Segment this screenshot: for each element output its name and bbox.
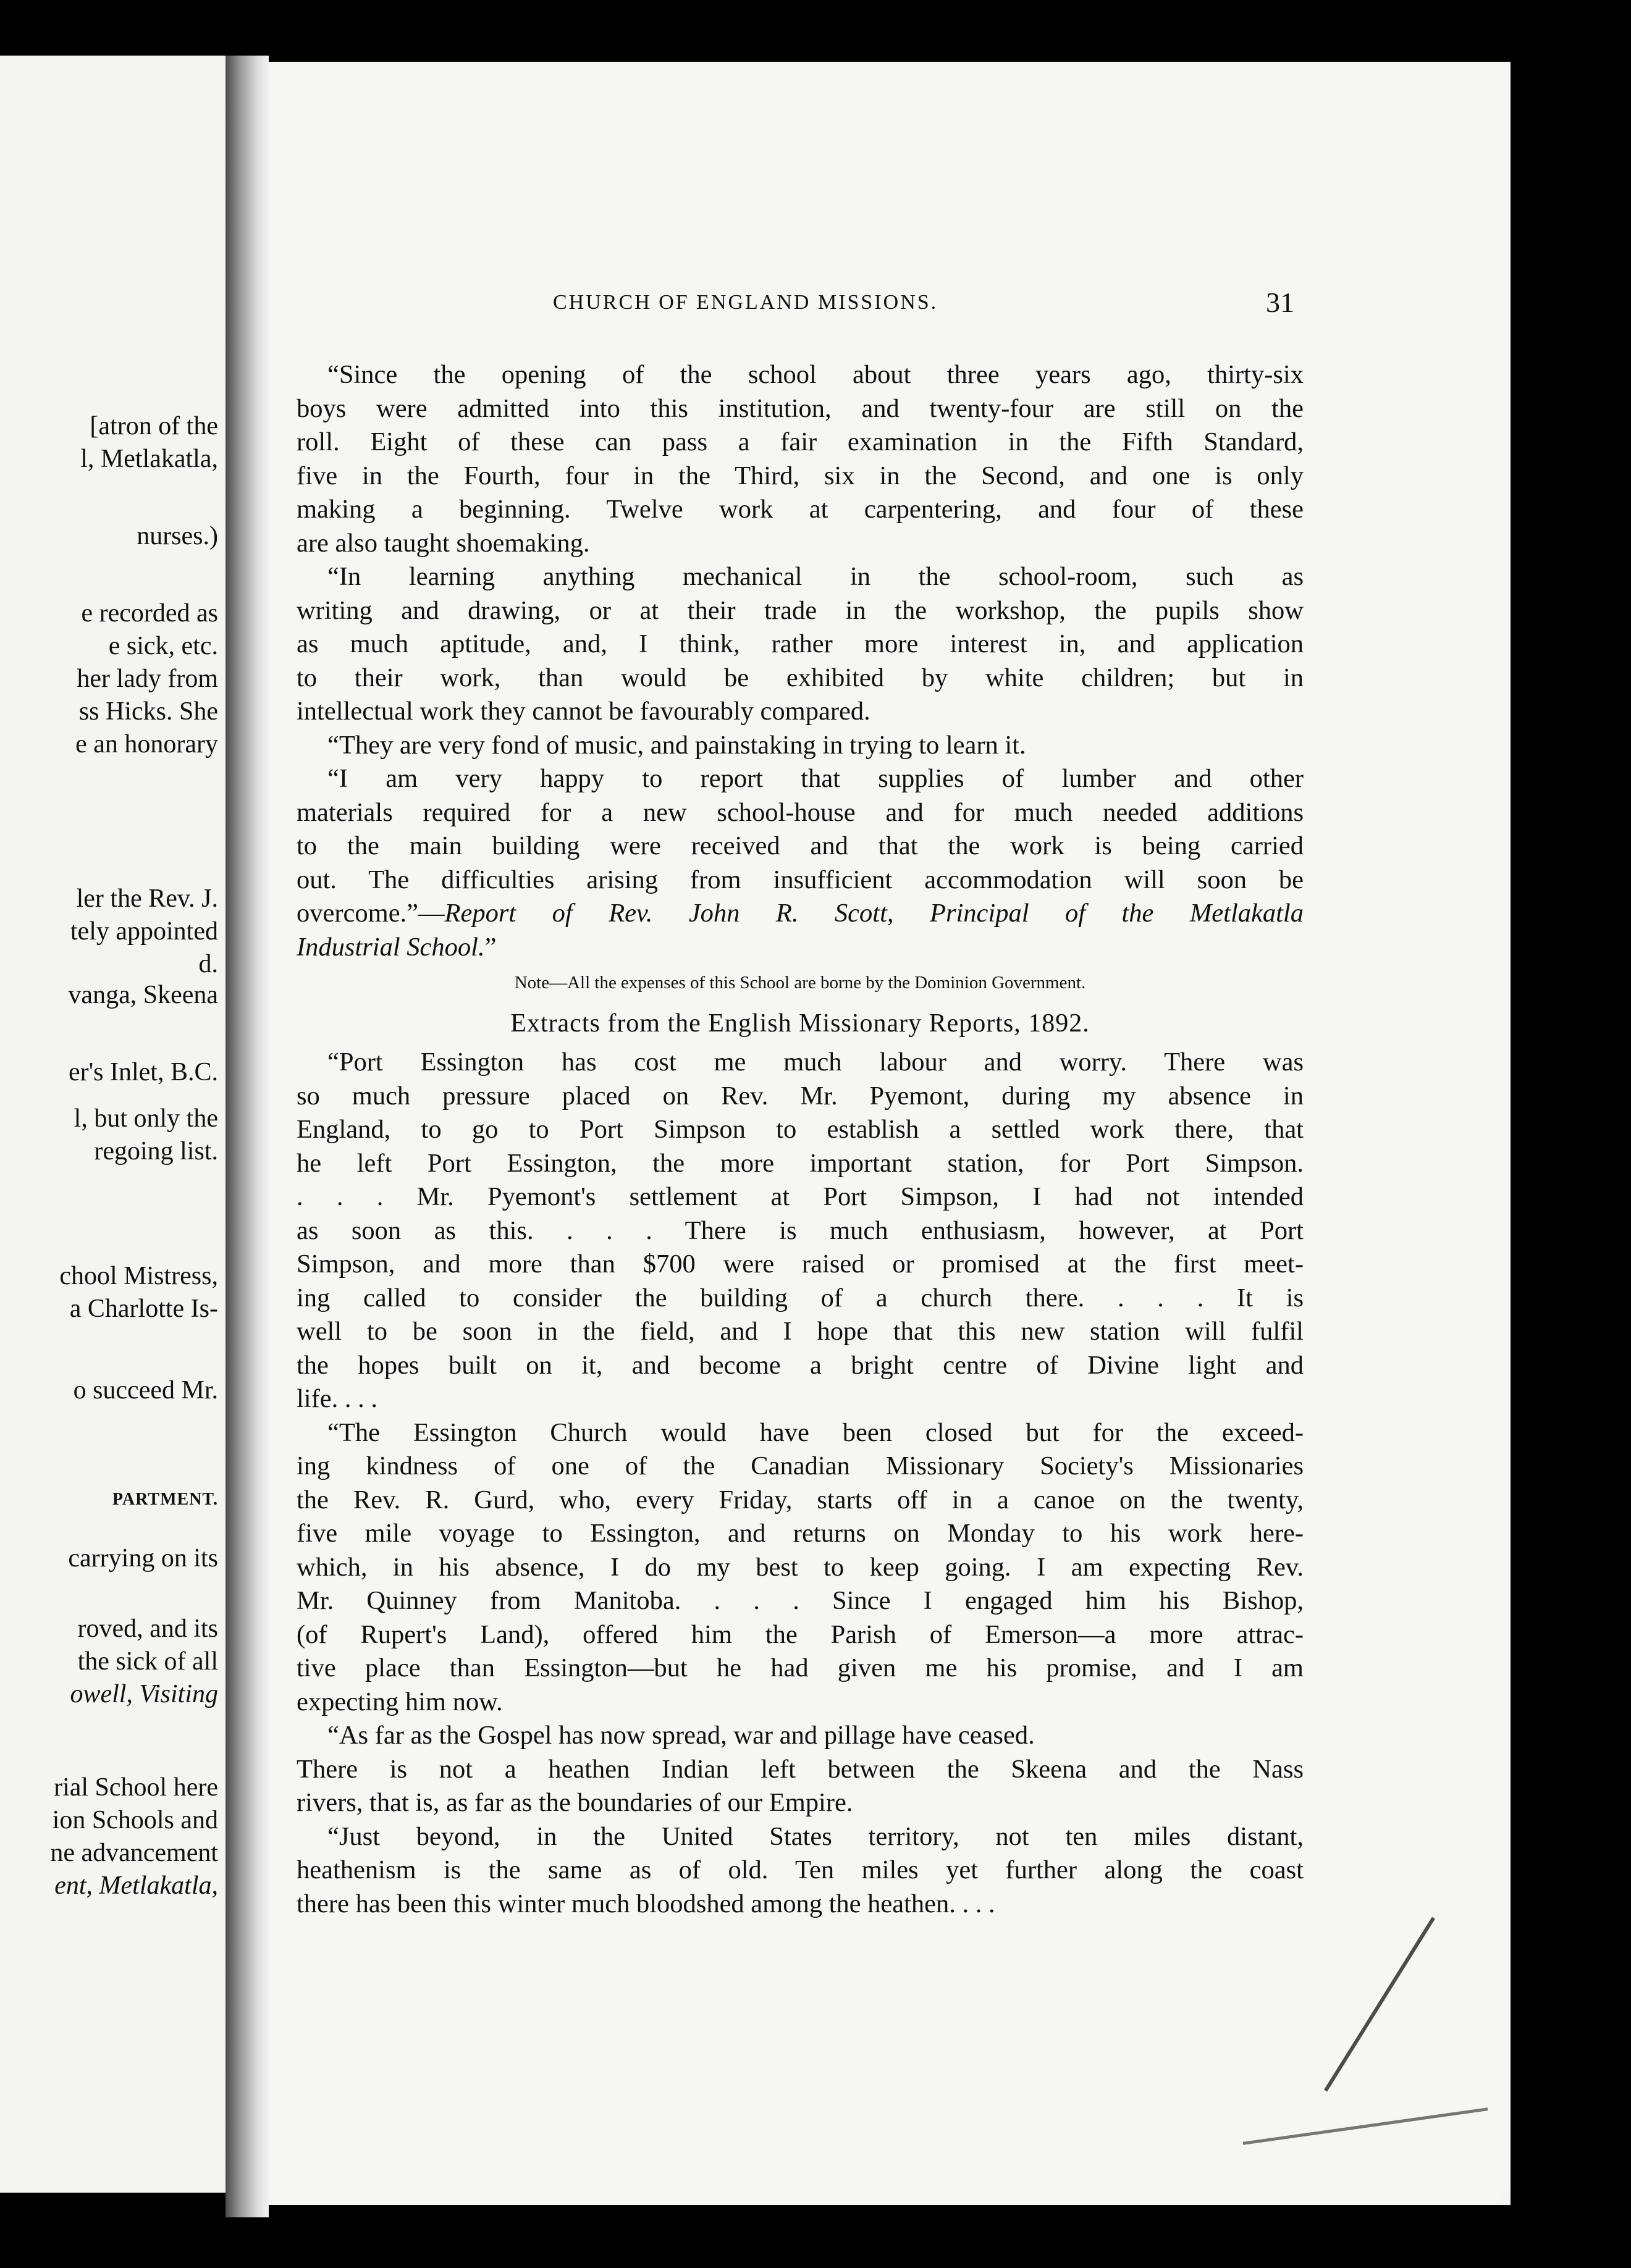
text-line: “In learning anything mechanical in the school-room, such as: [327, 562, 1304, 591]
left-page-line: ler the Rev. J.: [76, 884, 218, 913]
left-page-line: d.: [198, 950, 218, 978]
text-line: . . . Mr. Pyemont's settlement at Port Simpson, I had not intended: [297, 1182, 1304, 1211]
left-page-line: the sick of all: [77, 1647, 218, 1676]
left-page-line: PARTMENT.: [112, 1490, 218, 1509]
text-line: as much aptitude, and, I think, rather more interest in, and application: [297, 629, 1304, 658]
text-line: tive place than Essington—but he had given me his promise, and I am: [297, 1653, 1304, 1682]
left-page-line: vanga, Skeena: [68, 981, 218, 1009]
text-line: the Rev. R. Gurd, who, every Friday, starts off in a canoe on the twenty,: [297, 1485, 1304, 1514]
text-line: England, to go to Port Simpson to establish a settled work there, that: [297, 1115, 1304, 1144]
text-line: roll. Eight of these can pass a fair examination in the Fifth Standard,: [297, 427, 1304, 456]
text-line: ing called to consider the building of a church there. . . . It is: [297, 1283, 1304, 1312]
report-attribution-italic: Report of Rev. John R. Scott, Principal of the Metlakatla: [444, 899, 1304, 928]
text-line: life. . . .: [297, 1384, 378, 1413]
text-line: making a beginning. Twelve work at carpentering, and four of these: [297, 495, 1304, 524]
running-head: [293, 284, 1307, 321]
left-page-line: l, Metlakatla,: [80, 445, 218, 473]
left-page-line: tely appointed: [70, 917, 218, 946]
left-page-line: e recorded as: [81, 599, 218, 628]
text-line: heathenism is the same as of old. Ten miles yet further along the coast: [297, 1855, 1304, 1884]
text-line: “As far as the Gospel has now spread, war and pillage have ceased.: [327, 1721, 1035, 1750]
left-page-line: [atron of the: [90, 412, 218, 440]
left-page-line: roved, and its: [77, 1615, 218, 1643]
left-page-line: l, but only the: [74, 1104, 218, 1133]
left-page-line: a Charlotte Is-: [69, 1295, 218, 1323]
page-corner-shadow: [1443, 1822, 1511, 2205]
text-line: out. The difficulties arising from insufficient accommodation will soon be: [297, 865, 1304, 894]
text-line: Mr. Quinney from Manitoba. . . . Since I engaged him his Bishop,: [297, 1586, 1304, 1615]
text-line: expecting him now.: [297, 1687, 503, 1716]
left-page-line: her lady from: [77, 665, 218, 693]
paragraphs-school-report: [297, 358, 1304, 897]
text-line: there has been this winter much bloodshed among the heathen. . . .: [297, 1889, 995, 1918]
text-line: which, in his absence, I do my best to keep going. I am expecting Rev.: [297, 1552, 1304, 1582]
text-line: “Since the opening of the school about three years ago, thirty-six: [327, 360, 1304, 389]
text-line: five in the Fourth, four in the Third, six in the Second, and one is only: [297, 461, 1304, 490]
text-line: “Just beyond, in the United States territory, not ten miles distant,: [327, 1821, 1304, 1851]
text-line: “I am very happy to report that supplies of lumber and other: [327, 764, 1304, 793]
text-line: to their work, than would be exhibited by white children; but in: [297, 663, 1304, 692]
text-line: to the main building were received and that the work is being carried: [297, 831, 1304, 860]
text-line: well to be soon in the field, and I hope that this new station will fulfil: [297, 1317, 1304, 1346]
text-line: writing and drawing, or at their trade in the workshop, the pupils show: [297, 595, 1304, 625]
text-line: the hopes built on it, and become a bright centre of Divine light and: [297, 1350, 1304, 1380]
left-page-line: regoing list.: [94, 1137, 218, 1166]
report-attribution-italic-2: Industrial School.: [297, 932, 485, 962]
left-page-line: chool Mistress,: [59, 1262, 218, 1290]
left-page-line: carrying on its: [68, 1544, 218, 1573]
report-attribution-suffix: ”: [484, 932, 497, 962]
text-line: intellectual work they cannot be favourably compared.: [297, 697, 870, 726]
left-page-line: o succeed Mr.: [73, 1376, 218, 1405]
left-page-line: ne advancement: [50, 1839, 218, 1867]
text-line: so much pressure placed on Rev. Mr. Pyemont, during my absence in: [297, 1081, 1304, 1111]
text-line: ing kindness of one of the Canadian Missionary Society's Missionaries: [297, 1451, 1304, 1480]
text-line: materials required for a new school-house and for much needed additions: [297, 797, 1304, 827]
section-heading: Extracts from the English Missionary Reports, 1892.: [510, 1009, 1090, 1038]
left-page-line: nurses.): [137, 522, 218, 550]
text-line: as soon as this. . . . There is much enthusiasm, however, at Port: [297, 1216, 1304, 1245]
text-line: five mile voyage to Essington, and returns on Monday to his work here-: [297, 1519, 1304, 1548]
left-page-line: e sick, etc.: [108, 632, 218, 660]
left-page-line: rial School here: [54, 1773, 218, 1802]
running-title: CHURCH OF ENGLAND MISSIONS.: [553, 291, 938, 314]
report-attribution-prefix: overcome.”—: [297, 899, 445, 928]
left-page-line: er's Inlet, B.C.: [68, 1058, 218, 1086]
text-line: “They are very fond of music, and painstaking in trying to learn it.: [327, 730, 1026, 760]
book-gutter: [225, 56, 269, 2217]
previous-page-fragment: [0, 56, 225, 2193]
report-attribution-line: [297, 897, 1304, 931]
footnote-note: Note—All the expenses of this School are borne by the Dominion Government.: [514, 973, 1086, 993]
text-line: “The Essington Church would have been closed but for the exceed-: [327, 1418, 1304, 1447]
text-line: are also taught shoemaking.: [297, 528, 590, 558]
page-number: 31: [1266, 287, 1294, 318]
text-line: Simpson, and more than $700 were raised or promised at the first meet-: [297, 1250, 1304, 1279]
paragraphs-missionary-reports: [297, 1046, 1304, 1921]
text-line: rivers, that is, as far as the boundaries of our Empire.: [297, 1788, 853, 1817]
left-page-line: e an honorary: [75, 730, 218, 758]
text-line: There is not a heathen Indian left between the Skeena and the Nass: [297, 1754, 1304, 1784]
text-line: (of Rupert's Land), offered him the Parish of Emerson—a more attrac-: [297, 1619, 1304, 1649]
left-page-line: owell, Visiting: [70, 1680, 218, 1708]
left-page-line: ss Hicks. She: [78, 697, 218, 726]
text-line: “Port Essington has cost me much labour and worry. There was: [327, 1048, 1304, 1077]
report-attribution-line-2: [297, 931, 1304, 965]
left-page-line: ion Schools and: [52, 1806, 218, 1834]
left-page-line: ent, Metlakatla,: [54, 1871, 218, 1900]
text-line: boys were admitted into this institution, and twenty-four are still on the: [297, 393, 1304, 423]
text-line: he left Port Essington, the more important station, for Port Simpson.: [297, 1148, 1304, 1178]
page-body: [297, 358, 1304, 1921]
